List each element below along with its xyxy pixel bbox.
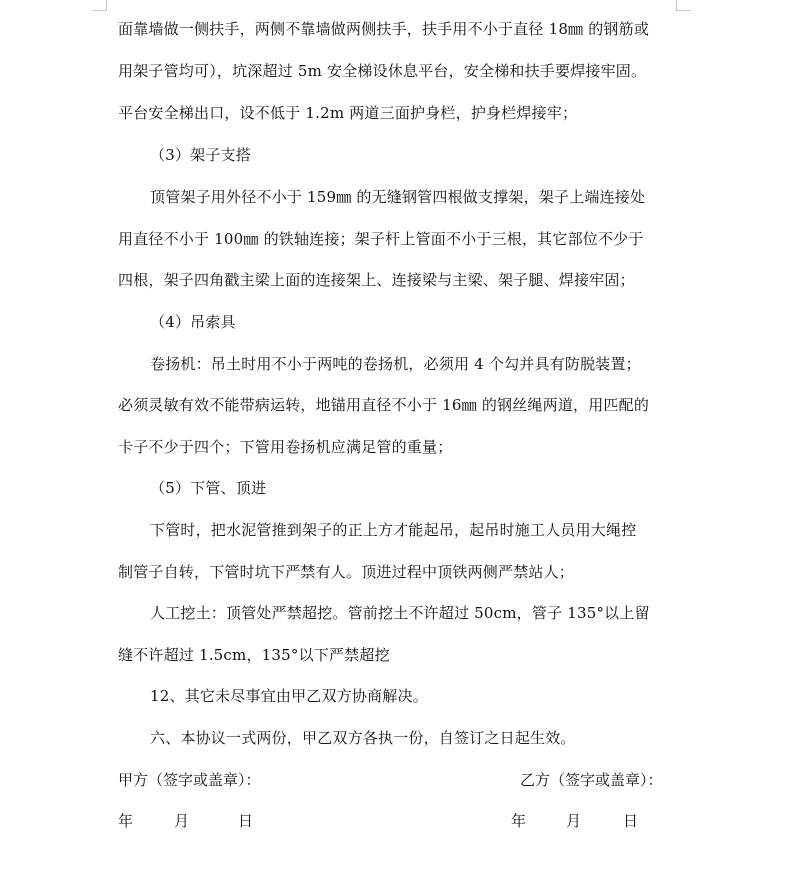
section-heading-4: （4）吊索具 <box>150 313 236 331</box>
body-line: 卷扬机：吊土时用不小于两吨的卷扬机，必须用 4 个勾并具有防脱装置； <box>150 355 641 373</box>
body-line: 平台安全梯出口，设不低于 1.2m 两道三面护身栏，护身栏焊接牢； <box>118 104 578 122</box>
body-line: 下管时，把水泥管推到架子的正上方才能起吊，起吊时施工人员用大绳控 <box>150 521 637 539</box>
party-a-date-day: 日 <box>238 812 254 830</box>
body-line: 顶管架子用外径不小于 159㎜ 的无缝钢管四根做支撑架，架子上端连接处 <box>150 188 646 206</box>
body-line: 必须灵敏有效不能带病运转，地锚用直径不小于 16㎜ 的钢丝绳两道，用匹配的 <box>118 396 650 414</box>
body-line: 卡子不少于四个；下管用卷扬机应满足管的重量； <box>118 438 453 456</box>
body-line: 缝不许超过 1.5cm，135°以下严禁超挖 <box>118 646 390 664</box>
party-a-date-year: 年 <box>118 812 134 830</box>
body-line: 用直径不小于 100㎜ 的铁轴连接；架子杆上管面不小于三根，其它部位不少于 <box>118 230 644 248</box>
date-row <box>0 811 789 831</box>
section-heading-5: （5）下管、顶进 <box>150 479 267 497</box>
clause-six: 六、本协议一式两份，甲乙双方各执一份，自签订之日起生效。 <box>150 729 576 747</box>
clause-12: 12、其它未尽事宜由甲乙双方协商解决。 <box>150 687 428 705</box>
party-b-date-month: 月 <box>566 812 582 830</box>
body-line: 面靠墙做一侧扶手，两侧不靠墙做两侧扶手，扶手用不小于直径 18㎜ 的钢筋或 <box>118 20 650 38</box>
party-b-signature-label: 乙方（签字或盖章）： <box>520 771 663 789</box>
party-a-date-month: 月 <box>174 812 190 830</box>
page-corner-mark-right <box>676 0 691 11</box>
party-b-date-year: 年 <box>511 812 527 830</box>
body-line: 用架子管均可），坑深超过 5m 安全梯设休息平台，安全梯和扶手要焊接牢固。 <box>118 62 647 80</box>
page-corner-mark-left <box>92 0 107 11</box>
party-b-date-day: 日 <box>623 812 639 830</box>
body-line: 制管子自转，下管时坑下严禁有人。顶进过程中顶铁两侧严禁站人； <box>118 563 575 581</box>
party-a-signature-label: 甲方（签字或盖章）： <box>118 771 261 789</box>
body-line: 人工挖土：顶管处严禁超挖。管前挖土不许超过 50cm，管子 135°以上留 <box>150 604 650 622</box>
body-line: 四根，架子四角戳主梁上面的连接架上、连接梁与主梁、架子腿、焊接牢固； <box>118 271 635 289</box>
section-heading-3: （3）架子支搭 <box>150 146 251 164</box>
